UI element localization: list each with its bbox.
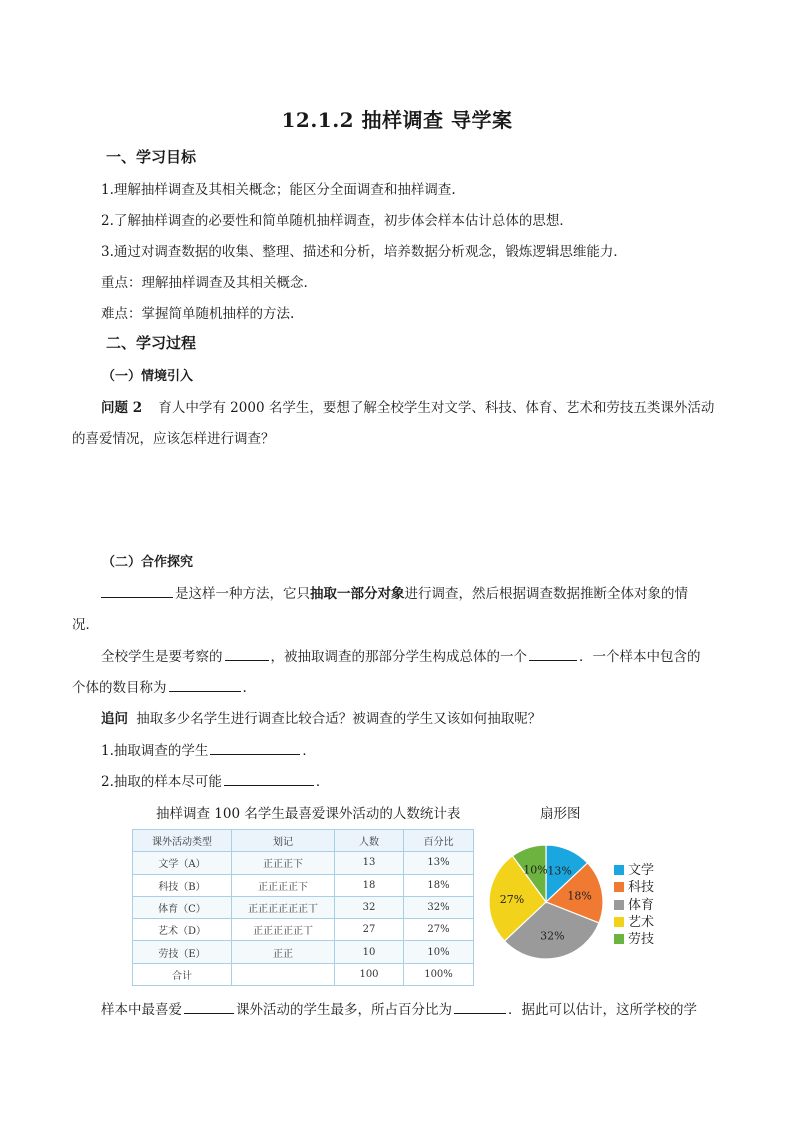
statistics-table bbox=[132, 829, 474, 986]
pie-slice-label: 13% bbox=[547, 864, 572, 878]
text-run: 个体的数目称为 bbox=[72, 680, 167, 696]
pie-slice-label: 18% bbox=[567, 889, 592, 903]
section-heading-process: 二、学习过程 bbox=[106, 334, 197, 352]
text-run: 1.抽取调查的学生 bbox=[101, 743, 209, 759]
goal-1: 1.理解抽样调查及其相关概念；能区分全面调查和抽样调查. bbox=[101, 182, 456, 198]
table-header-cell: 百分比 bbox=[404, 830, 474, 852]
question-text: 育人中学有 2000 名学生，要想了解全校学生对文学、科技、体育、艺术和劳技五类课外活动 bbox=[158, 400, 715, 416]
legend-item bbox=[614, 879, 654, 896]
table-row bbox=[133, 963, 474, 985]
legend-label: 文学 bbox=[628, 863, 655, 878]
legend-label: 艺术 bbox=[628, 914, 655, 930]
paragraph-definition-cont: 况． bbox=[72, 617, 99, 633]
table-cell: 正正正下 bbox=[232, 852, 335, 874]
legend-item bbox=[614, 862, 654, 879]
table-row bbox=[133, 896, 474, 918]
paragraph-definition bbox=[101, 582, 688, 602]
legend-label: 劳技 bbox=[628, 932, 655, 948]
legend-swatch bbox=[614, 917, 624, 927]
table-cell: 13 bbox=[335, 852, 404, 874]
table-cell: 27 bbox=[335, 919, 404, 941]
pie-legend bbox=[614, 862, 654, 948]
table-cell: 32% bbox=[404, 896, 474, 918]
table-cell: 10% bbox=[404, 941, 474, 963]
table-cell: 艺术（D） bbox=[133, 919, 232, 941]
item-1 bbox=[101, 739, 316, 759]
table-cell: 劳技（E） bbox=[133, 941, 232, 963]
legend-item bbox=[614, 897, 654, 914]
answer-blank[interactable] bbox=[454, 1000, 506, 1014]
answer-blank[interactable] bbox=[169, 678, 241, 692]
text-run: ．据此可以估计，这所学校的学 bbox=[508, 1002, 697, 1018]
table-cell: 正正正正下 bbox=[232, 874, 335, 896]
legend-label: 体育 bbox=[628, 897, 655, 913]
pie-chart bbox=[486, 842, 606, 962]
table-header-row bbox=[133, 830, 474, 852]
question-2 bbox=[101, 396, 714, 416]
difficulty: 难点：掌握简单随机抽样的方法. bbox=[101, 306, 295, 322]
subsection-intro: （一）情境引入 bbox=[102, 369, 194, 384]
text-run: ，被抽取调查的那部分学生构成总体的一个 bbox=[270, 649, 527, 665]
table-cell: 文学（A） bbox=[133, 852, 232, 874]
followup-label: 追问 bbox=[101, 711, 128, 727]
legend-swatch bbox=[614, 934, 624, 944]
answer-blank[interactable] bbox=[225, 647, 269, 661]
table-cell: 18% bbox=[404, 874, 474, 896]
text-run: 是这样一种方法，它只 bbox=[175, 586, 310, 602]
answer-blank[interactable] bbox=[224, 772, 314, 786]
table-cell: 27% bbox=[404, 919, 474, 941]
table-cell: 18 bbox=[335, 874, 404, 896]
table-cell: 正正正正正丅 bbox=[232, 919, 335, 941]
table-row bbox=[133, 852, 474, 874]
table-row bbox=[133, 941, 474, 963]
paragraph-population bbox=[101, 645, 701, 665]
table-cell: 体育（C） bbox=[133, 896, 232, 918]
question-2-cont: 的喜爱情况，应该怎样进行调查？ bbox=[72, 431, 275, 447]
pie-slice-label: 10% bbox=[523, 863, 548, 877]
legend-label: 科技 bbox=[628, 880, 655, 896]
followup-question bbox=[101, 707, 541, 727]
goal-3: 3.通过对调查数据的收集、整理、描述和分析，培养数据分析观念，锻炼逻辑思维能力． bbox=[101, 244, 627, 260]
page-title: 12.1.2 抽样调查 导学案 bbox=[281, 108, 513, 132]
answer-blank[interactable] bbox=[529, 647, 577, 661]
text-run: 样本中最喜爱 bbox=[101, 1002, 182, 1018]
conclusion-paragraph bbox=[101, 998, 697, 1018]
table-row bbox=[133, 919, 474, 941]
legend-swatch bbox=[614, 882, 624, 892]
table-header-cell: 划记 bbox=[232, 830, 335, 852]
text-run: 全校学生是要考察的 bbox=[101, 649, 223, 665]
key-point: 重点：理解抽样调查及其相关概念. bbox=[101, 275, 308, 291]
question-label: 问题 2 bbox=[101, 400, 143, 416]
table-header-cell: 课外活动类型 bbox=[133, 830, 232, 852]
table-cell: 正正正正正正丅 bbox=[232, 896, 335, 918]
pie-slice-label: 32% bbox=[540, 929, 565, 943]
item-2 bbox=[101, 770, 329, 790]
table-cell: 正正 bbox=[232, 941, 335, 963]
table-caption: 抽样调查 100 名学生最喜爱课外活动的人数统计表 bbox=[156, 806, 461, 822]
legend-item bbox=[614, 914, 654, 931]
legend-swatch bbox=[614, 865, 624, 875]
text-run: ． bbox=[302, 743, 316, 759]
text-run: ．一个样本中包含的 bbox=[579, 649, 701, 665]
pie-slice-label: 27% bbox=[499, 892, 525, 906]
pie-caption: 扇形图 bbox=[540, 806, 581, 822]
emphasis-text: 抽取一部分对象 bbox=[310, 586, 405, 602]
table-cell bbox=[232, 963, 335, 985]
table-cell: 100% bbox=[404, 963, 474, 985]
goal-2: 2.了解抽样调查的必要性和简单随机抽样调查，初步体会样本估计总体的思想． bbox=[101, 213, 573, 229]
table-header-cell: 人数 bbox=[335, 830, 404, 852]
text-run: 进行调查，然后根据调查数据推断全体对象的情 bbox=[404, 586, 688, 602]
subsection-explore: （二）合作探究 bbox=[102, 555, 194, 570]
text-run: 课外活动的学生最多，所占百分比为 bbox=[236, 1002, 452, 1018]
table-cell: 100 bbox=[335, 963, 404, 985]
legend-swatch bbox=[614, 900, 624, 910]
answer-blank[interactable] bbox=[101, 584, 173, 598]
text-run: ． bbox=[315, 774, 330, 790]
table-cell: 合计 bbox=[133, 963, 232, 985]
legend-item bbox=[614, 931, 654, 948]
table-cell: 10 bbox=[335, 941, 404, 963]
answer-blank[interactable] bbox=[184, 1000, 234, 1014]
table-row bbox=[133, 874, 474, 896]
text-run: . bbox=[242, 680, 247, 696]
section-heading-goals: 一、学习目标 bbox=[106, 148, 197, 166]
paragraph-population-cont bbox=[72, 676, 247, 696]
followup-text: 抽取多少名学生进行调查比较合适？被调查的学生又该如何抽取呢？ bbox=[136, 711, 542, 727]
answer-blank[interactable] bbox=[210, 741, 300, 755]
table-cell: 32 bbox=[335, 896, 404, 918]
table-cell: 科技（B） bbox=[133, 874, 232, 896]
table-cell: 13% bbox=[404, 852, 474, 874]
text-run: 2.抽取的样本尽可能 bbox=[101, 774, 222, 790]
